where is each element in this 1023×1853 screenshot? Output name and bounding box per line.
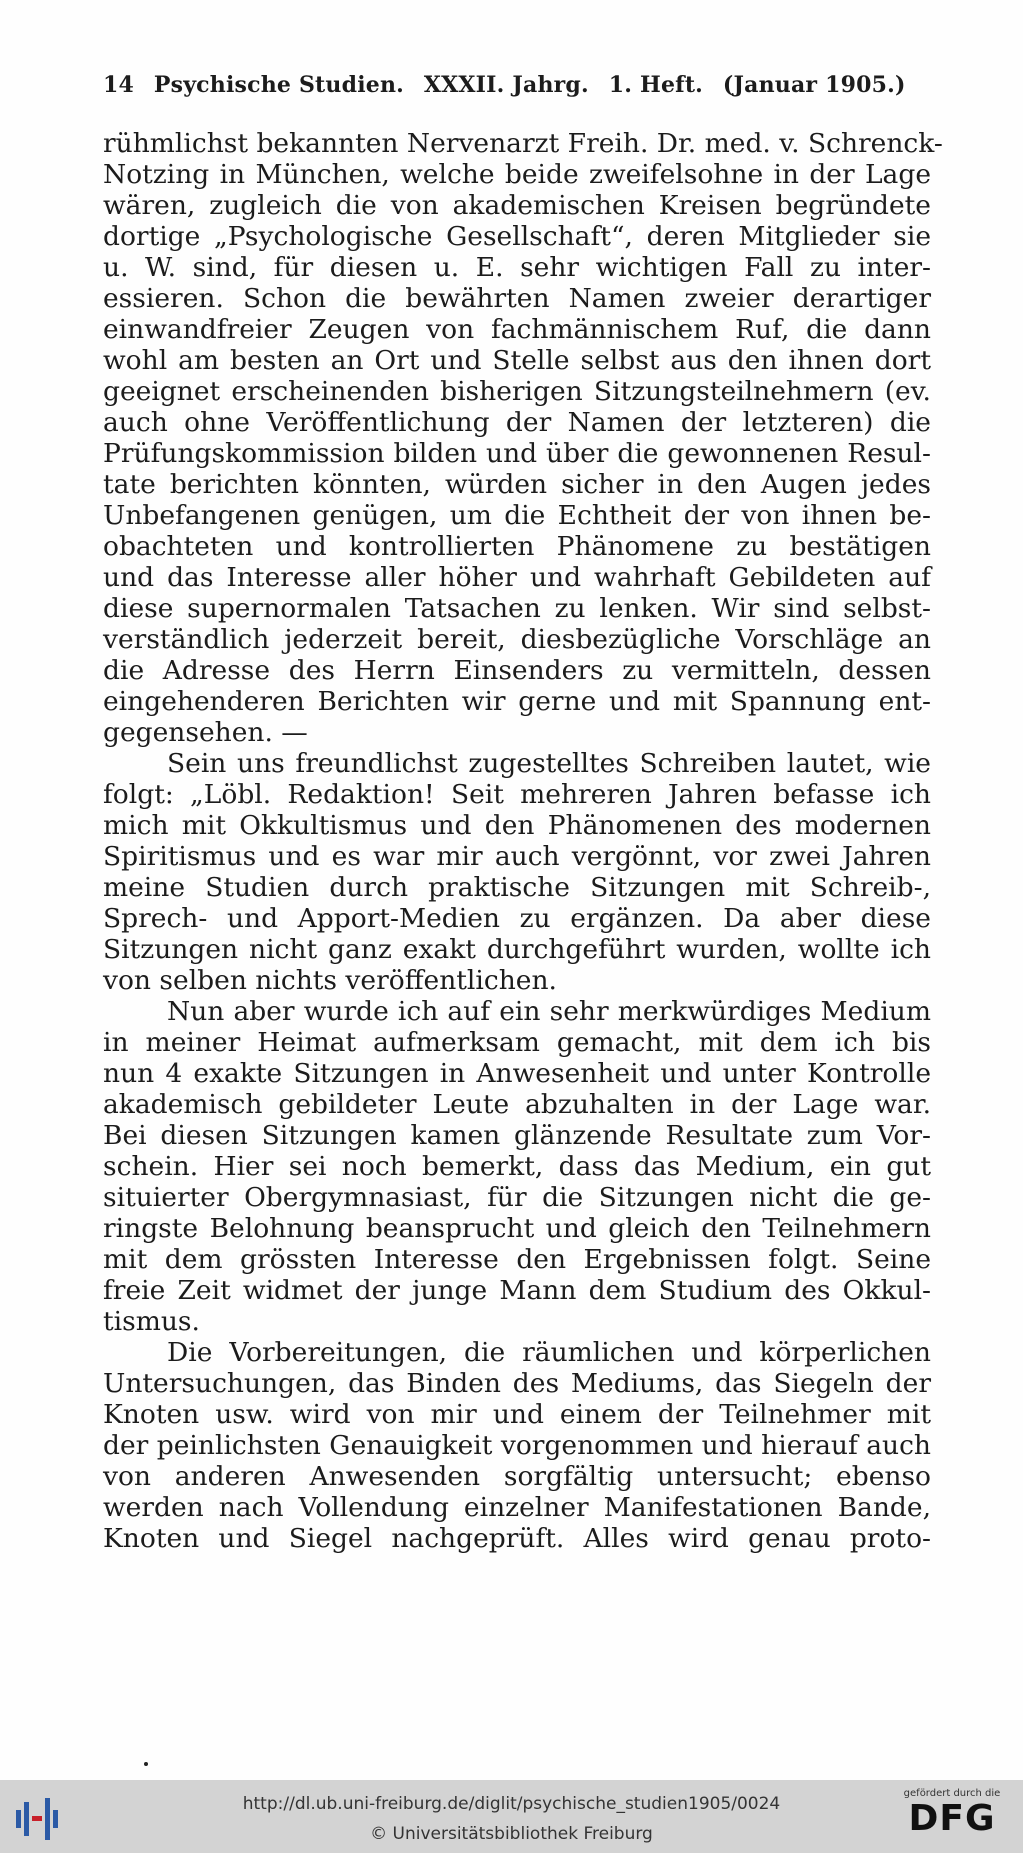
text-line: akademisch gebildeter Leute abzuhalten in der Lage war.: [103, 1089, 931, 1120]
journal-title: Psychische Studien.: [153, 72, 405, 98]
text-line: wären, zugleich die von akademischen Kreisen begründete: [103, 190, 931, 221]
dfg-wordmark: DFG: [908, 1798, 996, 1839]
text-line: gegensehen. —: [103, 717, 308, 748]
text-line: Untersuchungen, das Binden des Mediums, das Siegeln der: [103, 1368, 931, 1399]
stray-dot: [144, 1762, 148, 1766]
text-line: auch ohne Veröffentlichung der Namen der letzteren) die: [103, 407, 931, 438]
text-line: essieren. Schon die bewährten Namen zweier derartiger: [103, 283, 931, 314]
text-line: wohl am besten an Ort und Stelle selbst aus den ihnen dort: [103, 345, 931, 376]
text-line: von selben nichts veröffentlichen.: [103, 965, 557, 996]
text-line: Unbefangenen genügen, um die Echtheit der von ihnen be-: [103, 500, 931, 531]
text-line: nun 4 exakte Sitzungen in Anwesenheit und unter Kontrolle: [103, 1058, 931, 1089]
text-line: Sitzungen nicht ganz exakt durchgeführt wurden, wollte ich: [103, 934, 931, 965]
text-line: von anderen Anwesenden sorgfältig untersucht; ebenso: [103, 1461, 931, 1492]
text-line: tate berichten könnten, würden sicher in den Augen jedes: [103, 469, 931, 500]
text-line: ringste Belohnung beansprucht und gleich den Teilnehmern: [103, 1213, 931, 1244]
dfg-logo: [897, 1788, 1007, 1848]
text-line: verständlich jederzeit bereit, diesbezügliche Vorschläge an: [103, 624, 931, 655]
text-line: geeignet erscheinenden bisherigen Sitzungsteilnehmern (ev.: [103, 376, 931, 407]
text-line: in meiner Heimat aufmerksam gemacht, mit dem ich bis: [103, 1027, 931, 1058]
text-line: Sein uns freundlichst zugestelltes Schreiben lautet, wie: [167, 748, 931, 779]
text-line: Nun aber wurde ich auf ein sehr merkwürdiges Medium: [167, 996, 931, 1027]
issue-label: 1. Heft.: [608, 72, 704, 98]
text-line: folgt: „Löbl. Redaktion! Seit mehreren Jahren befasse ich: [103, 779, 931, 810]
page-number: 14: [103, 72, 135, 98]
text-line: meine Studien durch praktische Sitzungen mit Schreib-,: [103, 872, 931, 903]
text-line: Knoten usw. wird von mir und einem der Teilnehmer mit: [103, 1399, 931, 1430]
text-line: Notzing in München, welche beide zweifelsohne in der Lage: [103, 159, 931, 190]
text-line: tismus.: [103, 1306, 200, 1337]
text-line: und das Interesse aller höher und wahrhaft Gebildeten auf: [103, 562, 931, 593]
text-line: diese supernormalen Tatsachen zu lenken. Wir sind selbst-: [103, 593, 931, 624]
copyright-notice: © Universitätsbibliothek Freiburg: [370, 1824, 653, 1844]
text-line: werden nach Vollendung einzelner Manifestationen Bande,: [103, 1492, 931, 1523]
text-line: situierter Obergymnasiast, für die Sitzungen nicht die ge-: [103, 1182, 931, 1213]
text-line: die Adresse des Herrn Einsenders zu vermitteln, dessen: [103, 655, 931, 686]
text-line: freie Zeit widmet der junge Mann dem Studium des Okkul-: [103, 1275, 931, 1306]
text-line: schein. Hier sei noch bemerkt, dass das Medium, ein gut: [103, 1151, 931, 1182]
issue-date: (Januar 1905.): [722, 72, 906, 98]
source-url[interactable]: http://dl.ub.uni-freiburg.de/diglit/psychische_studien1905/0024: [242, 1794, 781, 1814]
footer-bar: [0, 1780, 1023, 1853]
text-line: Knoten und Siegel nachgeprüft. Alles wird genau proto-: [103, 1523, 931, 1554]
text-line: mich mit Okkultismus und den Phänomenen des modernen: [103, 810, 931, 841]
text-line: u. W. sind, für diesen u. E. sehr wichtigen Fall zu inter-: [103, 252, 931, 283]
text-line: eingehenderen Berichten wir gerne und mit Spannung ent-: [103, 686, 931, 717]
text-line: obachteten und kontrollierten Phänomene zu bestätigen: [103, 531, 931, 562]
page-header: [103, 72, 923, 98]
dfg-caption: gefördert durch die: [903, 1788, 1001, 1799]
text-line: der peinlichsten Genauigkeit vorgenommen und hierauf auch: [103, 1430, 931, 1461]
body-text: [103, 128, 943, 1554]
text-line: Prüfungskommission bilden und über die gewonnenen Resul-: [103, 438, 931, 469]
text-line: dortige „Psychologische Gesellschaft“, deren Mitglieder sie: [103, 221, 931, 252]
text-line: Die Vorbereitungen, die räumlichen und körperlichen: [167, 1337, 931, 1368]
text-line: Bei diesen Sitzungen kamen glänzende Resultate zum Vor-: [103, 1120, 931, 1151]
text-line: Sprech- und Apport-Medien zu ergänzen. Da aber diese: [103, 903, 931, 934]
text-line: rühmlichst bekannten Nervenarzt Freih. Dr. med. v. Schrenck-: [103, 128, 943, 159]
text-line: mit dem grössten Interesse den Ergebnissen folgt. Seine: [103, 1244, 931, 1275]
text-line: einwandfreier Zeugen von fachmännischem Ruf, die dann: [103, 314, 931, 345]
volume-label: XXXII. Jahrg.: [423, 72, 589, 98]
text-line: Spiritismus und es war mir auch vergönnt, vor zwei Jahren: [103, 841, 931, 872]
